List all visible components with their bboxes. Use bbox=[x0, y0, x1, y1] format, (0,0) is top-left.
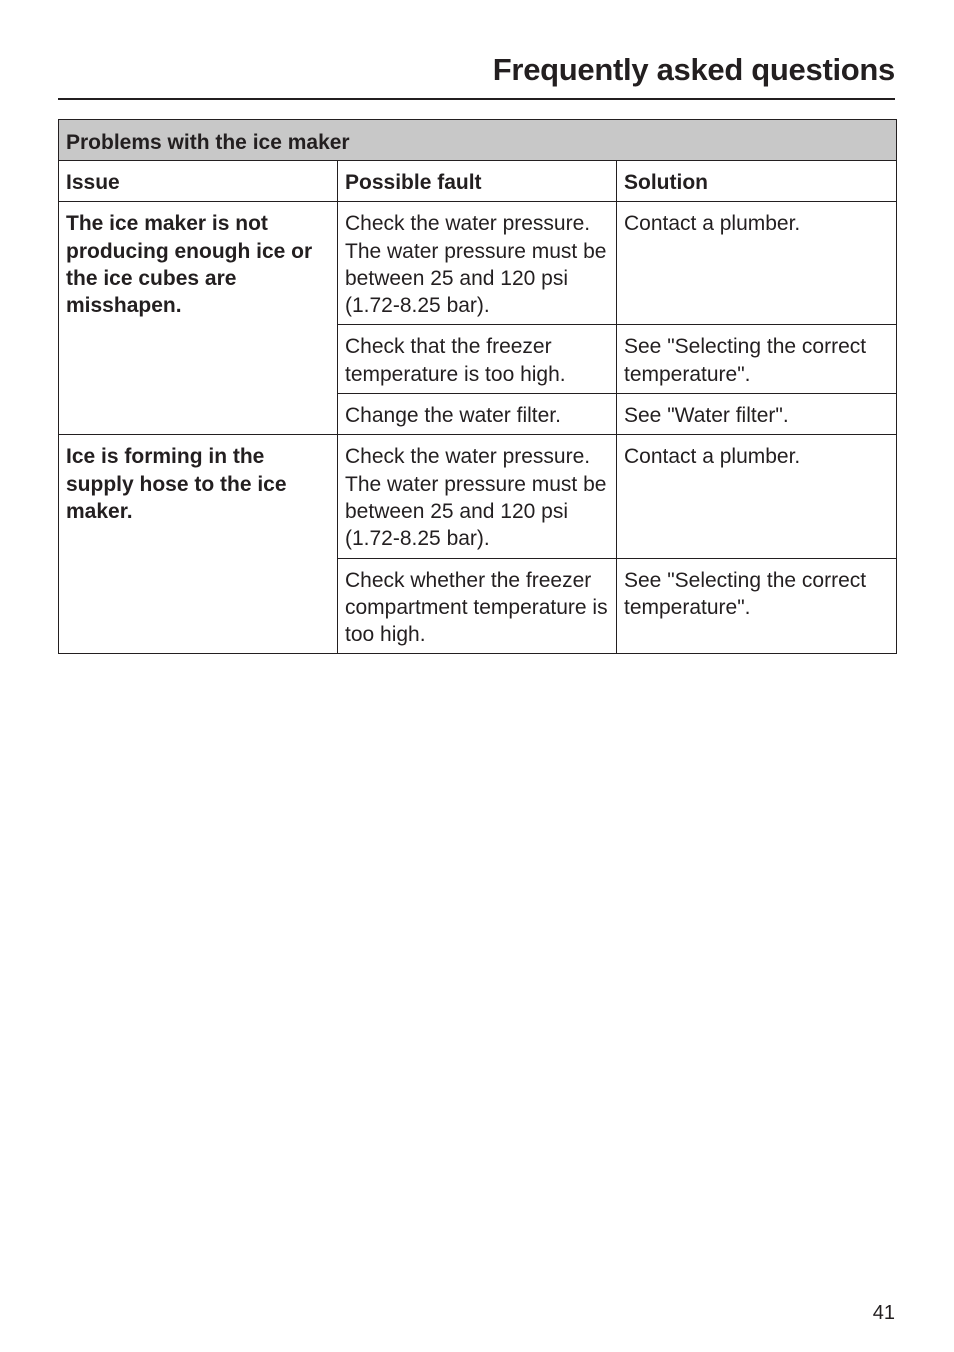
solution-cell: See "Selecting the correct temperature". bbox=[617, 558, 897, 654]
table-section-header-row bbox=[59, 120, 897, 161]
section-title: Problems with the ice maker bbox=[59, 120, 897, 161]
faq-table bbox=[58, 119, 897, 654]
table-row bbox=[59, 435, 897, 558]
title-divider bbox=[58, 98, 895, 100]
page-title: Frequently asked questions bbox=[492, 52, 895, 87]
solution-cell: Contact a plumber. bbox=[617, 202, 897, 325]
solution-cell: Contact a plumber. bbox=[617, 435, 897, 558]
fault-cell: Check that the freezer temperature is too high. bbox=[338, 325, 617, 394]
fault-cell: Change the water filter. bbox=[338, 394, 617, 435]
table-header-row bbox=[59, 161, 897, 202]
page-number: 41 bbox=[872, 1302, 895, 1324]
fault-cell: Check the water pressure. The water pressure must be between 25 and 120 psi (1.72-8.25 bar). bbox=[338, 435, 617, 558]
issue-cell: Ice is forming in the supply hose to the ice maker. bbox=[59, 435, 338, 654]
table-row bbox=[59, 202, 897, 325]
issue-cell: The ice maker is not producing enough ice or the ice cubes are misshapen. bbox=[59, 202, 338, 435]
solution-cell: See "Selecting the correct temperature". bbox=[617, 325, 897, 394]
fault-cell: Check the water pressure. The water pressure must be between 25 and 120 psi (1.72-8.25 bar). bbox=[338, 202, 617, 325]
column-header-issue: Issue bbox=[59, 161, 338, 202]
column-header-solution: Solution bbox=[617, 161, 897, 202]
fault-cell: Check whether the freezer compartment temperature is too high. bbox=[338, 558, 617, 654]
solution-cell: See "Water filter". bbox=[617, 394, 897, 435]
column-header-possible-fault: Possible fault bbox=[338, 161, 617, 202]
